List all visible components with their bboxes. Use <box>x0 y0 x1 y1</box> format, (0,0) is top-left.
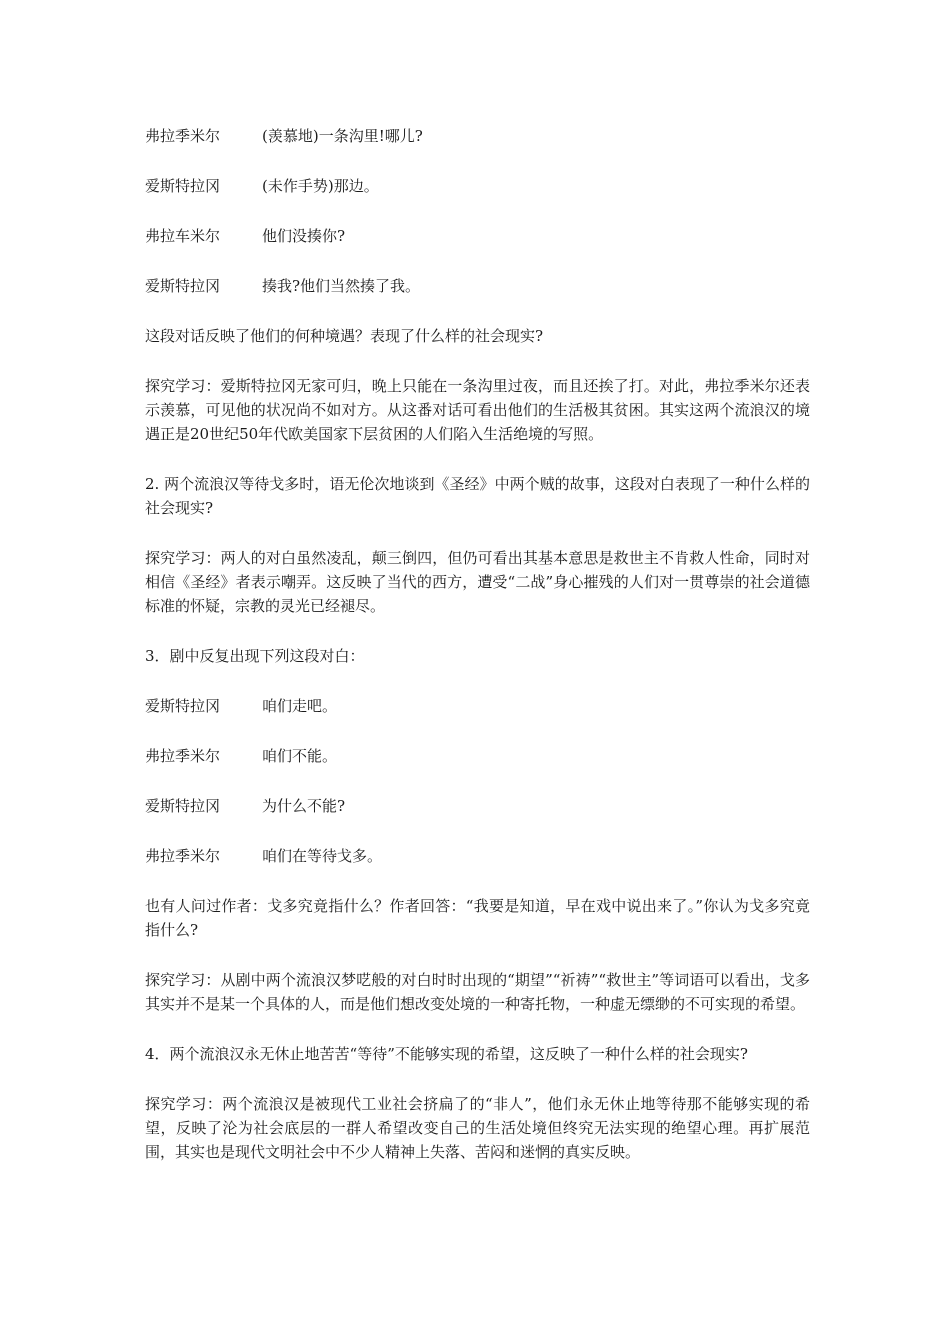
question-paragraph: 2. 两个流浪汉等待戈多时，语无伦次地谈到《圣经》中两个贼的故事，这段对白表现了一种什么样的社会现实? <box>145 475 810 517</box>
answer-paragraph: 探究学习：两个流浪汉是被现代工业社会挤扁了的“非人”，他们永无休止地等待那不能够实现的希望，反映了沦为社会底层的一群人希望改变自己的生活处境但终究无法实现的绝望心理。再扩展范围，其实也是现代文明社会中不少人精神上失落、苦闷和迷惘的真实反映。 <box>145 1095 810 1161</box>
speaker-name: 爱斯特拉冈 <box>145 697 221 715</box>
speech-text: 他们没揍你? <box>262 227 346 245</box>
dialogue-line <box>145 794 810 818</box>
speaker-name: 爱斯特拉冈 <box>145 277 221 295</box>
speaker-name: 弗拉季米尔 <box>145 847 221 865</box>
speech-text: 揍我?他们当然揍了我。 <box>262 277 421 295</box>
dialogue-line <box>145 124 810 148</box>
answer-paragraph: 探究学习：爱斯特拉冈无家可归，晚上只能在一条沟里过夜，而且还挨了打。对此，弗拉季米尔还表示羡慕，可见他的状况尚不如对方。从这番对话可看出他们的生活极其贫困。其实这两个流浪汉的境遇正是20世纪50年代欧美国家下层贫困的人们陷入生活绝境的写照。 <box>145 377 810 443</box>
answer-paragraph: 探究学习：两人的对白虽然凌乱，颠三倒四，但仍可看出其基本意思是救世主不肯救人性命，同时对相信《圣经》者表示嘲弄。这反映了当代的西方，遭受“二战”身心摧残的人们对一贯尊崇的社会道德标准的怀疑，宗教的灵光已经褪尽。 <box>145 549 810 615</box>
dialogue-line <box>145 174 810 198</box>
dialogue-line <box>145 694 810 718</box>
answer-paragraph: 探究学习：从剧中两个流浪汉梦呓般的对白时时出现的“期望”“祈祷”“救世主”等词语可以看出，戈多其实并不是某一个具体的人，而是他们想改变处境的一种寄托物，一种虚无缥缈的不可实现的希望。 <box>145 971 810 1013</box>
speaker-name: 弗拉车米尔 <box>145 227 221 245</box>
dialogue-line <box>145 744 810 768</box>
question-paragraph: 这段对话反映了他们的何种境遇？表现了什么样的社会现实? <box>145 327 544 345</box>
question-paragraph: 3．剧中反复出现下列这段对白： <box>145 647 365 665</box>
speaker-name: 爱斯特拉冈 <box>145 177 221 195</box>
question-paragraph: 也有人问过作者：戈多究竟指什么？作者回答：“我要是知道，早在戏中说出来了。”你认为戈多究竟指什么? <box>145 897 810 939</box>
speech-text: 咱们不能。 <box>262 747 338 765</box>
dialogue-line <box>145 844 810 868</box>
speaker-name: 爱斯特拉冈 <box>145 797 221 815</box>
dialogue-line <box>145 274 810 298</box>
speech-text: 为什么不能? <box>262 797 346 815</box>
speech-text: (羡慕地)一条沟里!哪儿? <box>262 127 423 145</box>
speech-text: 咱们在等待戈多。 <box>262 847 383 865</box>
speech-text: (未作手势)那边。 <box>262 177 379 195</box>
speech-text: 咱们走吧。 <box>262 697 338 715</box>
speaker-name: 弗拉季米尔 <box>145 127 221 145</box>
dialogue-line <box>145 224 810 248</box>
question-paragraph: 4．两个流浪汉永无休止地苦苦“等待”不能够实现的希望，这反映了一种什么样的社会现实? <box>145 1045 748 1063</box>
document-page <box>145 124 810 1190</box>
speaker-name: 弗拉季米尔 <box>145 747 221 765</box>
